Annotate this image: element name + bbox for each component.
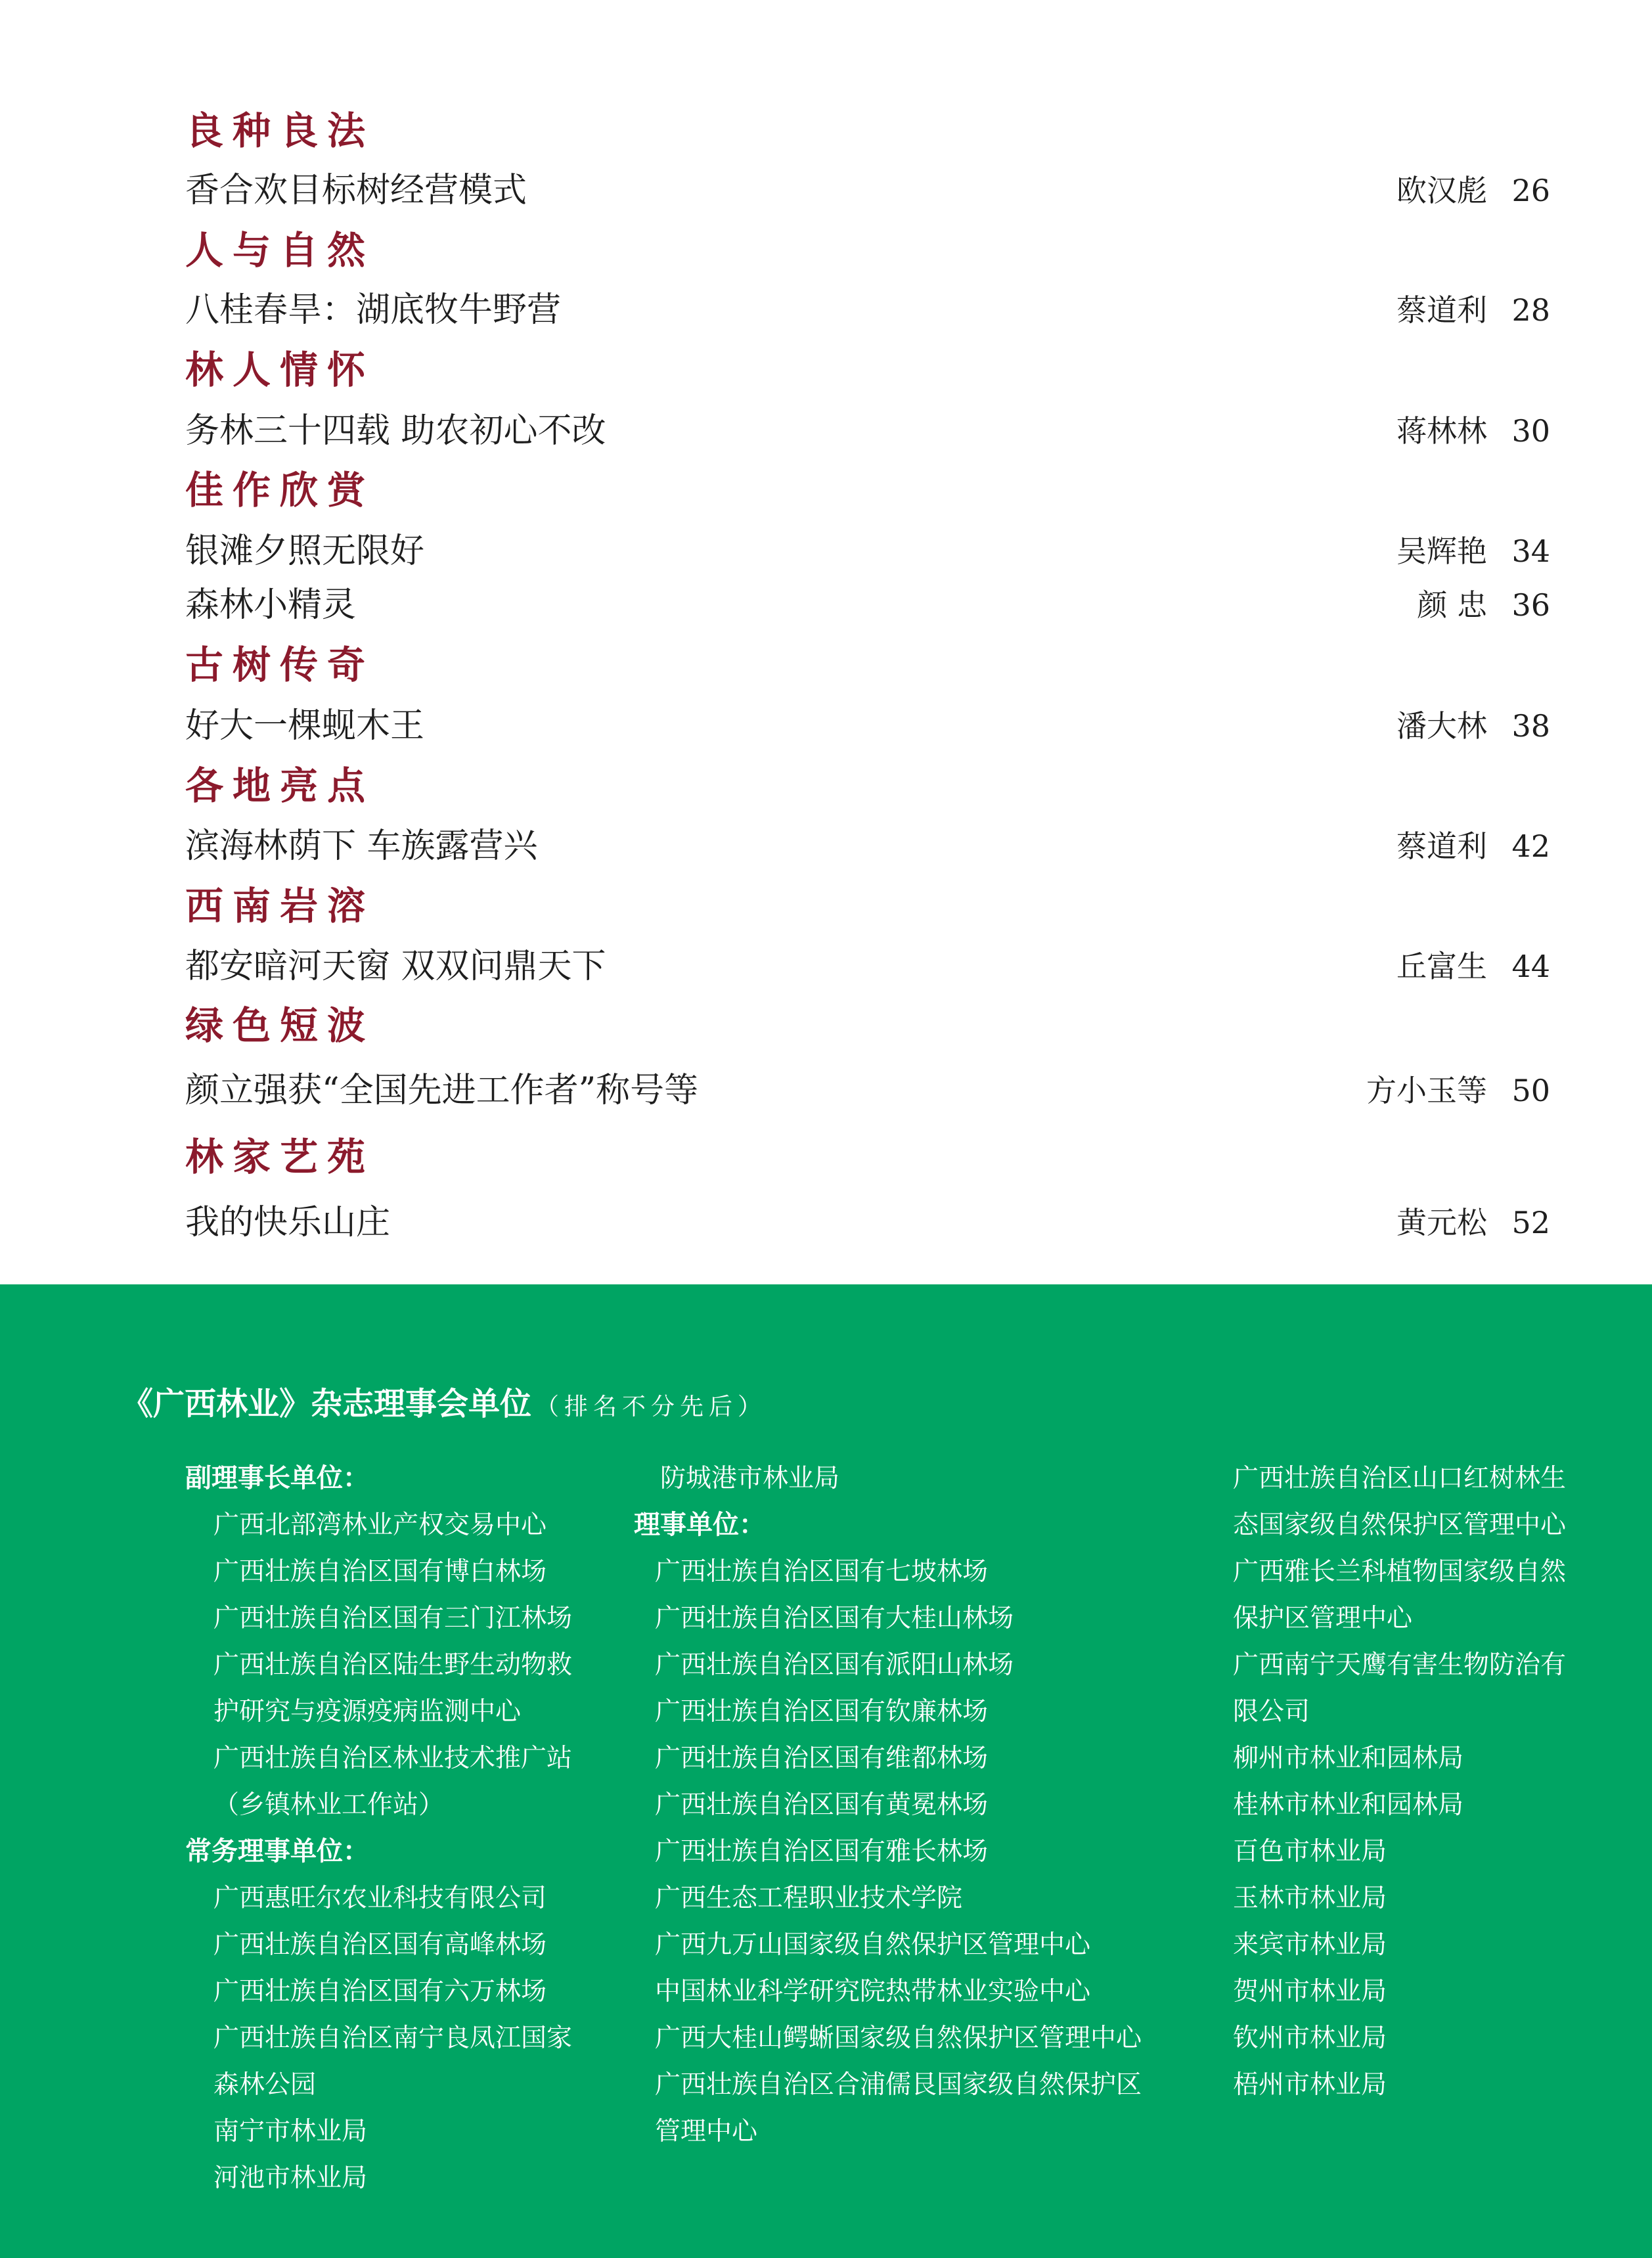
toc-entry-author: 丘富生 — [1396, 949, 1487, 984]
section-title: 林人情怀 — [185, 348, 375, 392]
section-title: 古树传奇 — [185, 643, 375, 687]
council-column-2 — [634, 1455, 1159, 2155]
section-title: 各地亮点 — [185, 763, 375, 808]
group-heading-members: 理事单位： — [634, 1510, 765, 1540]
toc-entry-page: 52 — [1511, 1205, 1550, 1240]
member-unit: 护研究与疫源疫病监测中心 — [213, 1697, 522, 1727]
toc-entry-author: 蔡道利 — [1396, 828, 1487, 864]
toc-entry-author: 蔡道利 — [1396, 292, 1487, 328]
toc-entry[interactable] — [185, 581, 1550, 629]
toc-entry-page: 28 — [1511, 292, 1550, 328]
member-unit: 广西九万山国家级自然保护区管理中心 — [655, 1930, 1091, 1960]
member-unit: 广西生态工程职业技术学院 — [655, 1884, 963, 1913]
member-unit: 钦州市林业局 — [1233, 2023, 1387, 2053]
toc-entry[interactable] — [185, 823, 1550, 870]
toc-entry-title: 务林三十四载 助农初心不改 — [185, 411, 606, 451]
member-unit: 防城港市林业局 — [660, 1464, 840, 1493]
toc-entry-page: 38 — [1511, 708, 1550, 744]
toc-entry-title: 都安暗河天窗 双双问鼎天下 — [185, 947, 606, 986]
toc-entry-title: 我的快乐山庄 — [185, 1203, 391, 1242]
section-title: 西南岩溶 — [185, 884, 375, 928]
member-unit: 广西壮族自治区国有六万林场 — [213, 1977, 547, 2006]
member-unit: 柳州市林业和园林局 — [1233, 1744, 1464, 1773]
toc-entry-author: 黄元松 — [1396, 1205, 1487, 1240]
toc-entry-author: 方小玉等 — [1366, 1073, 1487, 1108]
section-title: 林家艺苑 — [185, 1135, 375, 1179]
toc-entry-page: 44 — [1511, 949, 1550, 984]
toc-entry-author: 欧汉彪 — [1396, 173, 1487, 208]
toc-entry[interactable] — [185, 1067, 1550, 1114]
member-unit: 百色市林业局 — [1233, 1837, 1387, 1866]
toc-entry-author: 潘大林 — [1396, 708, 1487, 744]
council-title: 《广西林业》杂志理事会单位 — [122, 1386, 532, 1422]
toc-entry-page: 30 — [1511, 413, 1550, 449]
toc-entry-title: 滨海林荫下 车族露营兴 — [185, 826, 538, 866]
member-unit: 态国家级自然保护区管理中心 — [1233, 1510, 1567, 1540]
member-unit: 广西雅长兰科植物国家级自然 — [1233, 1557, 1567, 1587]
member-unit: 广西壮族自治区国有派阳山林场 — [655, 1650, 1014, 1680]
toc-entry[interactable] — [185, 167, 1550, 214]
section-title: 良种良法 — [185, 108, 375, 153]
member-unit: 广西北部湾林业产权交易中心 — [213, 1510, 547, 1540]
toc-entry-title: 森林小精灵 — [185, 585, 357, 625]
toc-entry-author: 吴辉艳 — [1396, 533, 1487, 569]
group-heading-vice-chair: 副理事长单位： — [185, 1463, 369, 1493]
toc-entry-title: 八桂春旱：湖底牧牛野营 — [185, 290, 562, 330]
toc-entry[interactable] — [185, 407, 1550, 455]
toc-entry-title: 银滩夕照无限好 — [185, 531, 425, 571]
member-unit: 广西壮族自治区国有黄冕林场 — [655, 1790, 989, 1820]
toc-entry[interactable] — [185, 1199, 1550, 1246]
toc-entry-page: 34 — [1511, 533, 1550, 569]
member-unit: 广西壮族自治区山口红树林生 — [1233, 1464, 1567, 1493]
member-unit: 管理中心 — [655, 2117, 758, 2146]
member-unit: 河池市林业局 — [213, 2163, 368, 2193]
member-unit: 广西南宁天鹰有害生物防治有 — [1233, 1650, 1567, 1680]
council-note: （排名不分先后） — [535, 1393, 767, 1420]
section-title: 人与自然 — [185, 228, 375, 273]
member-unit: 广西惠旺尔农业科技有限公司 — [213, 1884, 547, 1913]
member-unit: 广西大桂山鳄蜥国家级自然保护区管理中心 — [655, 2023, 1142, 2053]
member-unit: 广西壮族自治区国有博白林场 — [213, 1557, 547, 1587]
member-unit: 限公司 — [1233, 1697, 1310, 1727]
member-unit: 中国林业科学研究院热带林业实验中心 — [655, 1977, 1091, 2006]
section-title: 绿色短波 — [185, 1003, 375, 1048]
member-unit: 广西壮族自治区国有钦廉林场 — [655, 1697, 989, 1727]
member-unit: 贺州市林业局 — [1233, 1977, 1387, 2006]
member-unit: 广西壮族自治区国有大桂山林场 — [655, 1604, 1014, 1633]
member-unit: 广西壮族自治区国有雅长林场 — [655, 1837, 989, 1866]
member-unit: 广西壮族自治区国有三门江林场 — [213, 1604, 573, 1633]
toc-entry-page: 26 — [1511, 173, 1550, 208]
council-heading — [122, 1383, 767, 1428]
toc-entry-author: 颜 忠 — [1417, 587, 1487, 623]
toc-entry[interactable] — [185, 286, 1550, 334]
council-column-3 — [1233, 1455, 1601, 2108]
toc-entry-page: 50 — [1511, 1073, 1550, 1108]
toc-entry-page: 42 — [1511, 828, 1550, 864]
member-unit: 广西壮族自治区合浦儒艮国家级自然保护区 — [655, 2070, 1142, 2100]
member-unit: 来宾市林业局 — [1233, 1930, 1387, 1960]
member-unit: 广西壮族自治区国有七坡林场 — [655, 1557, 989, 1587]
council-members-panel — [0, 1284, 1652, 2258]
member-unit: 广西壮族自治区国有维都林场 — [655, 1744, 989, 1773]
member-unit: 玉林市林业局 — [1233, 1884, 1387, 1913]
toc-entry[interactable] — [185, 702, 1550, 750]
toc-entry-title: 颜立强获“全国先进工作者”称号等 — [185, 1071, 699, 1110]
toc-entry-author: 蒋林林 — [1396, 413, 1487, 449]
member-unit: （乡镇林业工作站） — [213, 1790, 445, 1820]
member-unit: 南宁市林业局 — [213, 2117, 368, 2146]
member-unit: 森林公园 — [213, 2070, 317, 2100]
member-unit: 桂林市林业和园林局 — [1233, 1790, 1464, 1820]
member-unit: 保护区管理中心 — [1233, 1604, 1413, 1633]
section-title: 佳作欣赏 — [185, 468, 375, 512]
member-unit: 广西壮族自治区陆生野生动物救 — [213, 1650, 573, 1680]
council-column-1 — [185, 1455, 606, 2202]
member-unit: 梧州市林业局 — [1233, 2070, 1387, 2100]
member-unit: 广西壮族自治区南宁良凤江国家 — [213, 2023, 573, 2053]
toc-entry[interactable] — [185, 943, 1550, 990]
toc-entry-title: 香合欢目标树经营模式 — [185, 171, 527, 210]
member-unit: 广西壮族自治区林业技术推广站 — [213, 1744, 573, 1773]
toc-entry-title: 好大一棵蚬木王 — [185, 706, 425, 746]
group-heading-standing: 常务理事单位： — [185, 1836, 369, 1866]
toc-entry[interactable] — [185, 528, 1550, 575]
member-unit: 广西壮族自治区国有高峰林场 — [213, 1930, 547, 1960]
toc-entry-page: 36 — [1511, 587, 1550, 623]
